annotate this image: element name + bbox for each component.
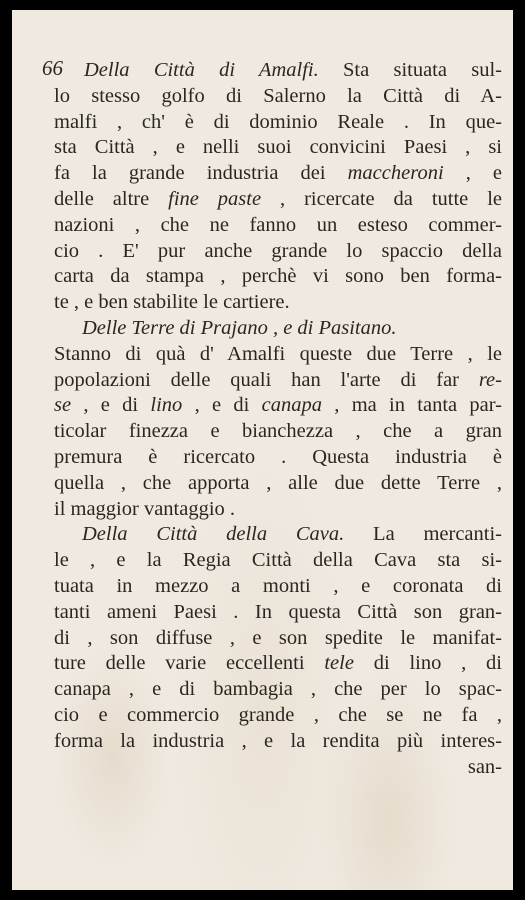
italic-text: Della Città di Amalfi. xyxy=(84,59,319,81)
text-run: canapa , e di bambagia , che per lo spac- xyxy=(54,678,502,701)
text-run: quella , che apporta , alle due dette Terre , xyxy=(54,471,502,494)
text-run: carta da stampa , perchè vi sono ben forma- xyxy=(54,265,502,288)
text-run: , e di xyxy=(182,394,262,417)
text-line xyxy=(54,419,502,445)
text-line xyxy=(54,110,502,136)
text-run: premura è ricercato . Questa industria è xyxy=(54,445,502,468)
text-run: lo stesso golfo di Salerno la Città di A- xyxy=(54,84,502,107)
text-run: popolazioni delle quali han l'arte di far xyxy=(54,368,479,391)
text-run: Sta situata sul- xyxy=(318,59,502,81)
text-line xyxy=(54,84,502,110)
body-text xyxy=(54,58,502,780)
italic-text: canapa xyxy=(261,394,322,417)
text-run: le , e la Regia Città della Cava sta si- xyxy=(54,549,502,572)
text-line xyxy=(54,471,502,497)
italic-text: Delle Terre di Prajano , e di Pasitano. xyxy=(82,316,397,339)
text-run: Stanno di quà d' Amalfi queste due Terre , le xyxy=(54,342,502,365)
text-run: , e di xyxy=(71,394,151,417)
italic-text: se xyxy=(54,394,72,417)
italic-text: tele xyxy=(324,652,354,675)
text-line xyxy=(54,239,502,265)
text-run: te , e ben stabilite le cartiere. xyxy=(54,291,290,314)
text-run: ture delle varie eccellenti xyxy=(54,652,325,675)
text-line xyxy=(54,213,502,239)
text-line xyxy=(54,316,502,342)
text-run: il maggior vantaggio . xyxy=(54,497,236,520)
text-run: di , son diffuse , e son spedite le manifat- xyxy=(54,626,502,649)
text-run: ticolar finezza e bianchezza , che a gran xyxy=(54,420,502,443)
text-line xyxy=(54,497,502,523)
text-run: cio e commercio grande , che se ne fa , xyxy=(54,703,502,726)
page-number: 66 xyxy=(42,56,63,80)
text-line xyxy=(54,187,502,213)
italic-text: maccheroni xyxy=(347,162,444,185)
text-run: , e xyxy=(443,162,502,185)
text-line xyxy=(54,393,502,419)
text-line xyxy=(54,626,502,652)
text-run: malfi , ch' è di dominio Reale . In que- xyxy=(54,110,502,133)
text-line xyxy=(54,264,502,290)
text-line xyxy=(54,548,502,574)
text-line xyxy=(54,574,502,600)
text-run: cio . E' pur anche grande lo spaccio della xyxy=(54,239,502,262)
text-run: , ricercate da tutte le xyxy=(261,187,502,210)
book-page xyxy=(12,10,513,890)
text-line xyxy=(54,651,502,677)
text-line xyxy=(54,445,502,471)
italic-text: fine paste xyxy=(168,187,262,210)
text-run: tanti ameni Paesi . In questa Città son gran- xyxy=(54,600,502,623)
text-run: tuata in mezzo a monti , e coronata di xyxy=(54,574,502,597)
text-line xyxy=(54,135,502,161)
italic-text: lino xyxy=(150,394,183,417)
text-line xyxy=(54,522,502,548)
text-run: san- xyxy=(467,755,502,778)
text-run: delle altre xyxy=(54,187,169,210)
text-line xyxy=(54,677,502,703)
text-run: La mercanti- xyxy=(344,523,502,546)
text-run: sta Città , e nelli suoi convicini Paesi , si xyxy=(54,136,502,159)
text-line xyxy=(54,58,502,84)
text-line xyxy=(54,342,502,368)
text-line xyxy=(54,729,502,755)
text-run: fa la grande industria dei xyxy=(54,162,348,185)
italic-text: re- xyxy=(478,368,502,391)
text-line xyxy=(54,368,502,394)
text-line xyxy=(54,600,502,626)
text-run: di lino , di xyxy=(353,652,502,675)
italic-text: Della Città della Cava. xyxy=(82,523,345,546)
text-run: forma la industria , e la rendita più interes- xyxy=(54,729,502,752)
text-run: , ma in tanta par- xyxy=(322,394,502,417)
text-run: nazioni , che ne fanno un esteso commer- xyxy=(54,213,502,236)
text-line xyxy=(54,161,502,187)
text-line xyxy=(54,290,502,316)
text-line xyxy=(54,703,502,729)
text-line xyxy=(54,755,502,781)
